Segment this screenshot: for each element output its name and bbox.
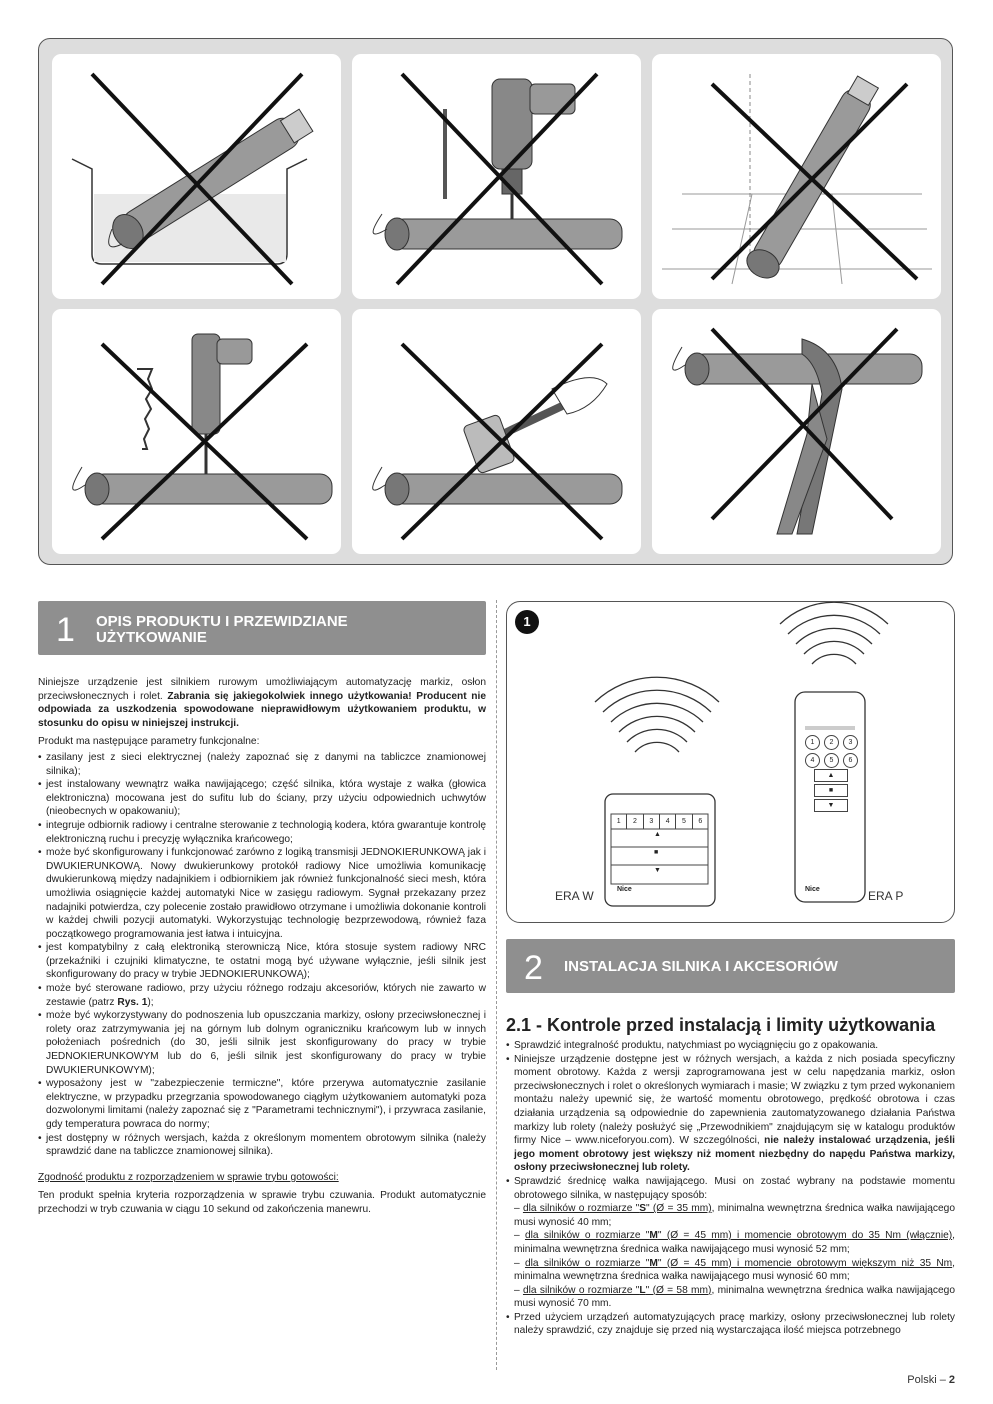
channel-key[interactable]: 4 (805, 753, 820, 768)
size-m1-line (514, 1229, 955, 1256)
intro-text: Niniejsze urządzenie jest silnikiem rurowym umożliwiającym automatyzację markiz, osłon przeciwsłonecznych i rolet. (38, 677, 486, 702)
hammer-icon (352, 309, 641, 554)
section1-body (38, 676, 486, 1222)
panel-motor-dropped (652, 54, 941, 299)
remotes-illustration (507, 602, 956, 924)
channel-key[interactable]: 5 (824, 753, 839, 768)
channel-key[interactable]: 3 (843, 735, 858, 750)
dash: – (514, 1284, 523, 1296)
subsection-2-1-heading: 2.1 - Kontrole przed instalacją i limity użytkowania (506, 1015, 936, 1035)
section1-intro (38, 676, 486, 730)
panel-motor-hammered (352, 309, 641, 554)
standby-text: Ten produkt spełnia kryteria rozporządzenia w sprawie trybu czuwania. Produkt automatycznie przechodzi w tryb czuwania w ciągu 10 sekund od zakończenia manewru. (38, 1190, 486, 1215)
text: , minimalna wewnętrzna średnica wałka nawijającego musi wynosić 40 mm; (514, 1203, 955, 1228)
dash: – (514, 1203, 523, 1215)
text: dla silników o rozmiarze " (524, 1230, 650, 1242)
page-footer (907, 1374, 955, 1386)
list-item: • może być skonfigurowany i funkcjonować zarówno z logiką transmisji JEDNOKIERUNKOWĄ jak i DWUKIERUNKOWĄ. Nowy dwukierunkowy protokół radiowy Nice umożliwia komunikację dwukierunkową między nadajnikiem i odbiornikiem jak również funkcjonalność sieci mesh, która umożliwia osiągnięcie każdej automatyki Nice w zasięgu radiowym. Sygnał przekazany przez nadajniki potwierdza, czy polecenie zostało prawidłowo otrzymane i umożliwia dokonanie kontroli w każdej chwili pozycji automatyki. Wykorzystując technologię bezprzewodową, również faza początkowego programowania jest łatwa i intuicyjna. (38, 846, 486, 941)
text: " (Ø = 58 mm) (645, 1284, 712, 1296)
signal-waves-icon (595, 677, 719, 752)
panel-motor-screwed (52, 309, 341, 554)
size-s-condition (523, 1203, 712, 1214)
era-w-label: ERA W (555, 889, 594, 903)
size-letter: M (649, 1257, 658, 1269)
panel-motor-drilled (352, 54, 641, 299)
up-arrow-icon[interactable]: ▲ (814, 769, 848, 782)
checks-list (506, 1039, 955, 1338)
panel-motor-crushed (652, 309, 941, 554)
size-letter: S (639, 1203, 647, 1215)
channel-key[interactable]: 1 (805, 735, 820, 750)
text: " (Ø = 45 mm) i momencie obrotowym do 35 Nm (włącznie) (657, 1230, 953, 1242)
warnings-illustration-box (38, 38, 953, 565)
motor-in-water-icon (52, 54, 341, 299)
dash: – (514, 1230, 525, 1242)
text: , minimalna wewnętrzna średnica wałka nawijającego musi wynosić 70 mm. (514, 1284, 955, 1310)
channel-key[interactable]: 2 (627, 814, 643, 829)
up-arrow-icon[interactable]: ▲ (654, 831, 661, 838)
size-m2-condition (525, 1258, 952, 1269)
stop-icon[interactable]: ■ (654, 849, 659, 856)
list-item: • zasilany jest z sieci elektrycznej (należy zapoznać się z danymi na tabliczce znamionowej silnika); (38, 751, 486, 778)
section1-title-line1: OPIS PRODUKTU I PRZEWIDZIANE (96, 613, 348, 630)
channel-key[interactable]: 4 (660, 814, 676, 829)
list-item: • jest dostępny w różnych wersjach, każda z określonym momentem obrotowym silnika (należy sprawdzić dane na tabliczce znamionowej silnika). (38, 1132, 486, 1159)
section2-number: 2 (524, 949, 543, 987)
screw-icon (52, 309, 341, 554)
channel-key[interactable]: 5 (676, 814, 692, 829)
brand-logo: Nice (805, 886, 820, 893)
signal-waves-icon (780, 602, 888, 664)
size-l-line (514, 1284, 955, 1311)
era-p-channel-keys (805, 735, 859, 768)
list-item: • Przed użyciem urządzeń automatyzujących pracę markizy, osłony przeciwsłonecznej lub rolety należy sprawdzić, czy znajduje się przed nią wystarczająca ilość miejsca potrzebnego (506, 1311, 955, 1338)
text: , minimalna wewnętrzna średnica wałka nawijającego musi wynosić 52 mm; (514, 1230, 955, 1255)
section2-header (506, 939, 955, 993)
list-item (506, 1175, 955, 1311)
section2-body (506, 1039, 955, 1338)
panel-motor-in-water (52, 54, 341, 299)
era-w-channel-keys (611, 814, 708, 829)
brand-logo: Nice (617, 886, 632, 893)
list-item (506, 1053, 955, 1175)
list-item: • Sprawdzić integralność produktu, natychmiast po wyciągnięciu go z opakowania. (506, 1039, 955, 1053)
section1-number: 1 (56, 611, 75, 649)
column-divider (496, 600, 498, 1370)
list-item: • może być wykorzystywany do podnoszenia lub opuszczania markizy, osłony przeciwsłonecznej i rolety oraz zatrzymywania jej na górnym lub dolnym ograniczniku krańcowym lub w innych położeniach pośrednich (do 30, jeśli silnik jest skonfigurowany do pracy w trybie JEDNOKIERUNKOWYM lub do 6, jeśli silnik jest skonfigurowany do pracy w trybie DWUKIERUNKOWYM); (38, 1009, 486, 1077)
channel-key[interactable]: 6 (843, 753, 858, 768)
text: dla silników o rozmiarze " (524, 1257, 650, 1269)
text: dla silników o rozmiarze " (522, 1284, 640, 1296)
stop-icon[interactable]: ■ (814, 784, 848, 797)
down-arrow-icon[interactable]: ▼ (814, 799, 848, 812)
channel-key[interactable]: 3 (644, 814, 660, 829)
channel-key[interactable]: 1 (611, 814, 627, 829)
intro-warning: Zabrania się jakiegokolwiek innego użytkowania! Producent nie odpowiada za uszkodzenia spowodowane nieprawidłowym użytkowaniem produktu, w stosunku do opisu w niniejszej instrukcji. (38, 690, 486, 729)
list-item-text: może być sterowane radiowo, przy użyciu różnego rodzaju akcesoriów, których nie zawarto w zestawie (patrz (46, 983, 486, 1008)
size-letter: L (639, 1284, 646, 1296)
text: " (Ø = 35 mm) (646, 1203, 712, 1215)
era-p-label: ERA P (868, 889, 904, 903)
size-m2-line (514, 1257, 955, 1284)
list-item-text: Sprawdzić średnicę wałka nawijającego. Musi on zostać wybrany na podstawie momentu obrotowego silnika, w następujący sposób: (514, 1175, 955, 1201)
standby-heading: Zgodność produktu z rozporządzeniem w sprawie trybu gotowości: (38, 1171, 339, 1183)
drill-icon (352, 54, 641, 299)
falling-motor-icon (652, 54, 941, 299)
list-item (38, 982, 486, 1009)
page-number: 2 (948, 1374, 955, 1386)
section1-header (38, 601, 486, 655)
down-arrow-icon[interactable]: ▼ (654, 867, 661, 874)
figure1-number: 1 (515, 610, 539, 634)
size-l-condition (523, 1285, 711, 1296)
footer-language: Polski – (907, 1374, 949, 1386)
figure-ref: Rys. 1 (117, 996, 148, 1008)
params-list (38, 751, 486, 1159)
pliers-icon (652, 309, 941, 554)
list-item: • wyposażony jest w "zabezpieczenie termiczne", które przerywa automatycznie zasilanie elektryczne, w przypadku przegrzania spowodowanego ciągłym użytkowaniem automatyki poza dozwolonymi limitami (należy zapoznać się z "Parametrami technicznymi"), i przywraca zasilanie, gdy temperatura powraca do normy; (38, 1077, 486, 1131)
section2-title: INSTALACJA SILNIKA I AKCESORIÓW (564, 958, 838, 975)
size-s-line (514, 1202, 955, 1229)
text: , minimalna wewnętrzna średnica wałka nawijającego musi wynosić 60 mm; (514, 1257, 956, 1283)
size-letter: M (649, 1230, 658, 1242)
list-item-warning: nie należy instalować urządzenia, jeśli jego moment obrotowy jest większy niż moment niezbędny do napędu Państwa markizy, osłony przeciwsłonecznej lub rolety. (514, 1135, 955, 1174)
text: " (Ø = 45 mm) i momencie obrotowym większym niż 35 Nm (657, 1257, 953, 1269)
params-intro: Produkt ma następujące parametry funkcjonalne: (38, 736, 260, 748)
channel-key[interactable]: 6 (698, 818, 703, 825)
size-m1-condition (525, 1230, 952, 1241)
dash: – (514, 1257, 525, 1269)
section1-title-line2: UŻYTKOWANIE (96, 629, 207, 646)
list-item: • integruje odbiornik radiowy i centralne sterowanie z technologią kodera, która gwarantuje kontrolę elektroniczną ruchu i precyzję wyłącznika krańcowego; (38, 819, 486, 846)
text: dla silników o rozmiarze " (522, 1203, 640, 1215)
figure1-box (506, 601, 955, 923)
list-item: • jest kompatybilny z całą elektroniką sterowniczą Nice, która stosuje system radiowy NRC (przekaźniki i czujniki klimatyczne, te ostatni mogą być używane wyłącznie, jeśli silnik jest skonfigurowany do pracy w trybie JEDNOKIERUNKOWĄ); (38, 941, 486, 982)
list-item-text: Niniejsze urządzenie dostępne jest w różnych wersjach, a każda z nich posiada specyficzny moment obrotowy. Każda z wersji zaprogramowana jest w celu napędzania markiz, osłon przeciwsłonecznych i rolet o określonych wymiarach i masie; W związku z tym przed wykonaniem montażu należy upewnić się, że wartość momentu obrotowego, prędkość obrotowa i czas działania urządzenia są odpowiednie do zapewnienia zautomatyzowanego działania Państwa markizy lub rolety (należy posłużyć się „Przewodnikiem" znajdującym się w katalogu produktów firmy Nice – www.niceforyou.com). W szczególności, (514, 1053, 955, 1147)
list-item: • jest instalowany wewnątrz wałka nawijającego; część silnika, która wystaje z wałka (głowica elektroniczna) mocowana jest do sufitu lub do ściany, przy użyciu odpowiednich uchwytów (nieobecnych w opakowaniu); (38, 778, 486, 819)
list-item-end: ); (147, 996, 154, 1008)
channel-key[interactable]: 2 (824, 735, 839, 750)
